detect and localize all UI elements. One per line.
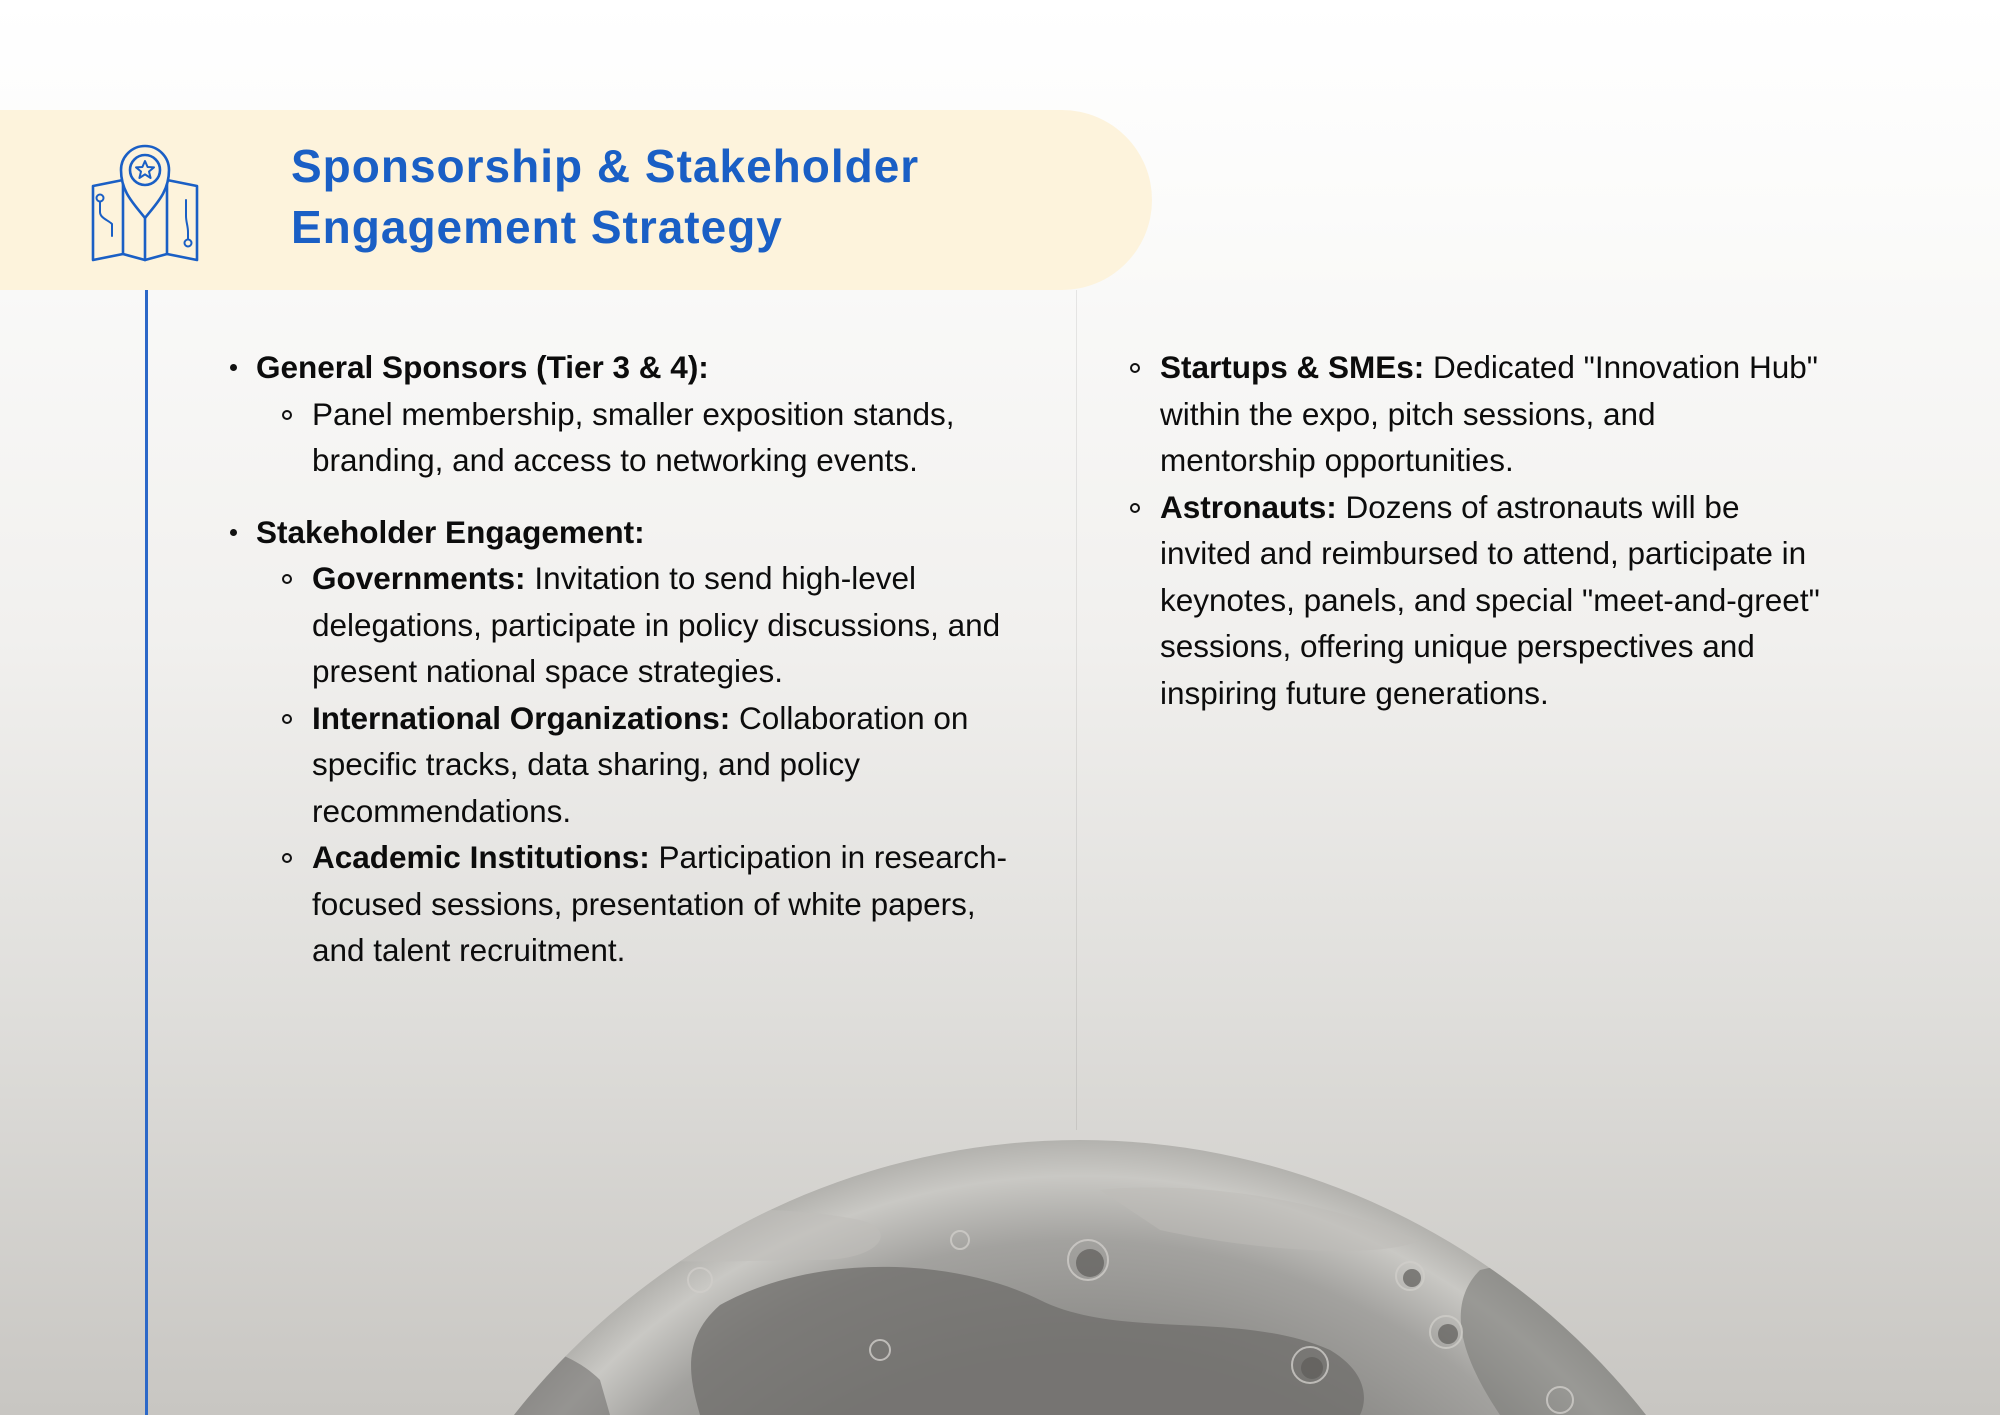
astronauts-label: Astronauts:	[1160, 488, 1337, 525]
academic-institutions-item	[312, 834, 1030, 974]
stakeholder-engagement-item	[230, 509, 1030, 974]
right-bullet-list	[1130, 344, 1820, 716]
left-column	[230, 344, 1030, 974]
general-sponsors-subitem	[312, 391, 1030, 484]
stakeholder-engagement-heading: Stakeholder Engagement:	[256, 513, 645, 550]
governments-text: Invitation to send high-level delegations, participate in policy discussions, and present national space strategies.	[312, 560, 1001, 689]
academic-institutions-label: Academic Institutions:	[312, 839, 650, 875]
general-sponsors-text: Panel membership, smaller exposition stands, branding, and access to networking events.	[312, 395, 955, 478]
right-column	[1130, 344, 1820, 716]
stakeholder-engagement-sublist	[256, 555, 1030, 974]
startups-smes-label: Startups & SMEs:	[1160, 349, 1425, 385]
column-divider	[1076, 290, 1077, 1130]
governments-item	[312, 555, 1030, 695]
astronauts-item	[1160, 484, 1820, 717]
startups-smes-item	[1160, 344, 1820, 484]
general-sponsors-heading: General Sponsors (Tier 3 & 4):	[256, 349, 709, 385]
page-title-line-2: Engagement Strategy	[291, 201, 783, 253]
international-organizations-item	[312, 695, 1030, 835]
map-pin-star-icon	[88, 140, 202, 262]
page-title	[291, 136, 1051, 258]
left-bullet-list	[230, 344, 1030, 974]
general-sponsors-sublist	[256, 391, 1030, 484]
academic-institutions-text: Participation in research-focused sessions, presentation of white papers, and talent recruitment.	[312, 839, 1007, 968]
page-title-line-1: Sponsorship & Stakeholder	[291, 140, 920, 192]
governments-label: Governments:	[312, 560, 526, 596]
international-organizations-label: International Organizations:	[312, 699, 731, 736]
general-sponsors-item	[230, 344, 1030, 484]
startups-smes-text: Dedicated "Innovation Hub" within the expo, pitch sessions, and mentorship opportunities.	[1160, 349, 1818, 478]
astronauts-text: Dozens of astronauts will be invited and reimbursed to attend, participate in keynotes, panels, and special "meet-and-greet" sessions, offering unique perspectives and inspiring future generations.	[1160, 488, 1820, 711]
moon-surface-image	[0, 1100, 2000, 1415]
international-organizations-text: Collaboration on specific tracks, data sharing, and policy recommendations.	[312, 699, 969, 829]
